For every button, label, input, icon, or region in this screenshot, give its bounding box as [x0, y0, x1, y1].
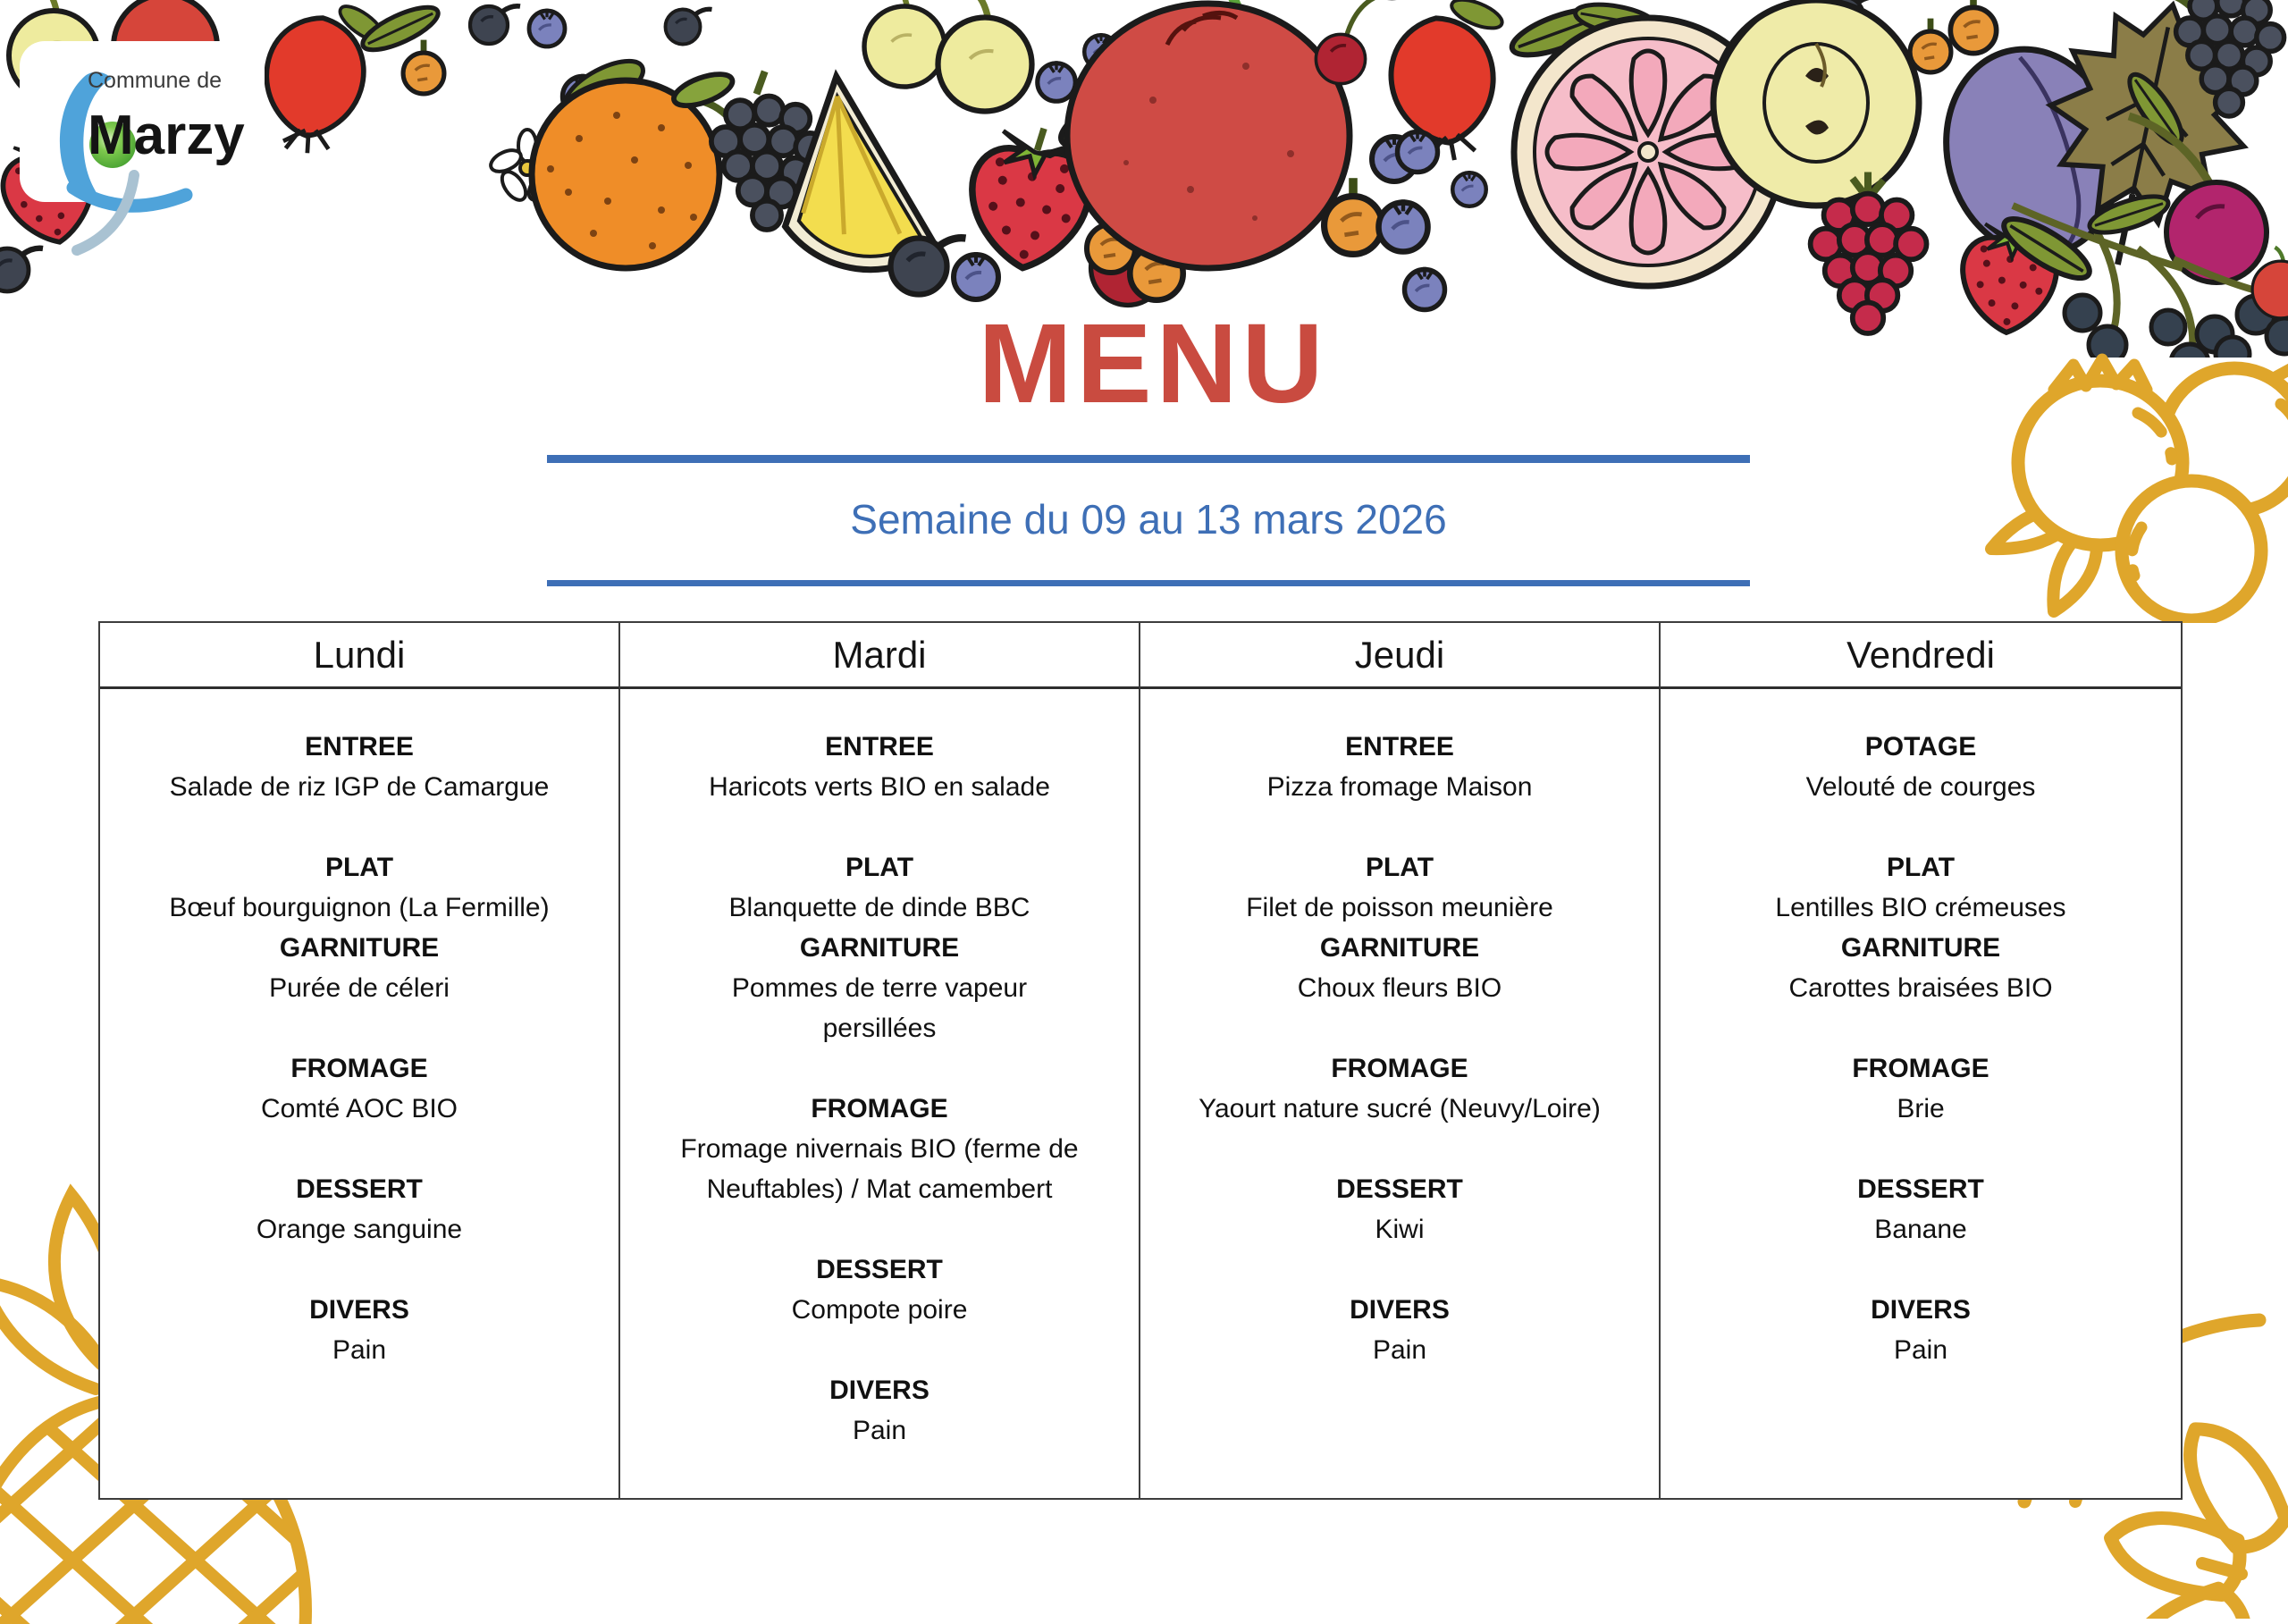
menu-section-label: DESSERT	[1336, 1174, 1463, 1204]
menu-section-label: DESSERT	[816, 1255, 943, 1284]
menu-block	[1673, 847, 2168, 1008]
menu-section-label: POTAGE	[1864, 732, 1977, 762]
menu-item-line: Bœuf bourguignon (La Fermille)	[169, 893, 550, 922]
week-subtitle: Semaine du 09 au 13 mars 2026	[850, 496, 1447, 543]
menu-block	[1673, 1048, 2168, 1129]
menu-item-line: Haricots verts BIO en salade	[709, 772, 1050, 802]
menu-section-label: DIVERS	[1350, 1295, 1450, 1325]
menu-item-line: Neuftables) / Mat camembert	[706, 1174, 1053, 1204]
menu-block	[113, 727, 606, 807]
menu-section-label: GARNITURE	[799, 933, 960, 963]
menu-item-line: Filet de poisson meunière	[1246, 893, 1553, 922]
menu-block	[633, 727, 1126, 807]
menu-block	[113, 1048, 606, 1129]
menu-section-label: PLAT	[1365, 853, 1434, 882]
menu-section-label: FROMAGE	[290, 1054, 428, 1083]
menu-item-line: Pain	[332, 1335, 387, 1365]
menu-item-line: Fromage nivernais BIO (ferme de	[680, 1134, 1079, 1164]
commune-de-marzy-logo	[20, 41, 270, 309]
menu-section-label: PLAT	[845, 853, 914, 882]
title-rule-bottom	[547, 580, 1750, 586]
menu-item-line: Pizza fromage Maison	[1266, 772, 1533, 802]
menu-block	[1153, 1048, 1646, 1129]
menu-section-label: GARNITURE	[279, 933, 440, 963]
menu-section-label: DESSERT	[1857, 1174, 1984, 1204]
menu-section-label: FROMAGE	[1852, 1054, 1989, 1083]
logo-line1: Commune de	[88, 68, 223, 93]
menu-item-line: Brie	[1897, 1094, 1945, 1123]
menu-item-line: Pain	[852, 1416, 907, 1445]
menu-section-label: FROMAGE	[811, 1094, 948, 1123]
menu-item-line: Choux fleurs BIO	[1297, 973, 1502, 1003]
menu-item-line: Pain	[1372, 1335, 1427, 1365]
title-rule-top	[547, 455, 1750, 463]
menu-block	[1153, 727, 1646, 807]
menu-item-line: Lentilles BIO crémeuses	[1775, 893, 2066, 922]
menu-item-line: Kiwi	[1375, 1215, 1425, 1244]
menu-section-label: DESSERT	[296, 1174, 423, 1204]
menu-block	[1153, 1290, 1646, 1370]
menu-item-line: Pain	[1893, 1335, 1948, 1365]
day-header: Mardi	[620, 623, 1140, 689]
menu-section-label: PLAT	[1886, 853, 1956, 882]
menu-item-line: Pommes de terre vapeur	[731, 973, 1028, 1003]
menu-item-line: Yaourt nature sucré (Neuvy/Loire)	[1199, 1094, 1601, 1123]
menu-block	[633, 1250, 1126, 1330]
menu-item-line: Compote poire	[791, 1295, 968, 1325]
menu-section-label: ENTREE	[1345, 732, 1454, 762]
menu-item-line: persillées	[822, 1014, 937, 1043]
menu-block	[1673, 1290, 2168, 1370]
menu-section-label: GARNITURE	[1840, 933, 2001, 963]
menu-block	[113, 847, 606, 1008]
logo-line2: Marzy	[88, 105, 245, 166]
menu-block	[633, 847, 1126, 1048]
menu-block	[633, 1089, 1126, 1209]
menu-block	[1673, 1169, 2168, 1250]
menu-section-label: FROMAGE	[1331, 1054, 1468, 1083]
menu-section-label: GARNITURE	[1319, 933, 1480, 963]
menu-block	[1153, 847, 1646, 1008]
day-header: Vendredi	[1661, 623, 2181, 689]
menu-section-label: DIVERS	[309, 1295, 409, 1325]
day-column	[100, 689, 620, 1498]
menu-item-line: Blanquette de dinde BBC	[728, 893, 1030, 922]
menu-item-line: Purée de céleri	[269, 973, 450, 1003]
day-header: Lundi	[100, 623, 620, 689]
day-column	[1661, 689, 2181, 1498]
menu-block	[113, 1290, 606, 1370]
menu-item-line: Velouté de courges	[1805, 772, 2036, 802]
menu-section-label: ENTREE	[825, 732, 934, 762]
menu-block	[633, 1370, 1126, 1451]
menu-item-line: Banane	[1874, 1215, 1967, 1244]
menu-table	[98, 621, 2183, 1500]
menu-block	[1153, 1169, 1646, 1250]
day-column	[620, 689, 1140, 1498]
menu-section-label: PLAT	[324, 853, 394, 882]
menu-section-label: DIVERS	[829, 1376, 930, 1405]
menu-block	[113, 1169, 606, 1250]
menu-item-line: Comté AOC BIO	[260, 1094, 458, 1123]
menu-block	[1673, 727, 2168, 807]
day-column	[1140, 689, 1661, 1498]
day-header: Jeudi	[1140, 623, 1661, 689]
menu-item-line: Orange sanguine	[256, 1215, 463, 1244]
page-title: MENU	[978, 300, 1328, 426]
menu-item-line: Salade de riz IGP de Camargue	[169, 772, 550, 802]
menu-section-label: DIVERS	[1871, 1295, 1971, 1325]
menu-item-line: Carottes braisées BIO	[1788, 973, 2053, 1003]
menu-section-label: ENTREE	[305, 732, 414, 762]
